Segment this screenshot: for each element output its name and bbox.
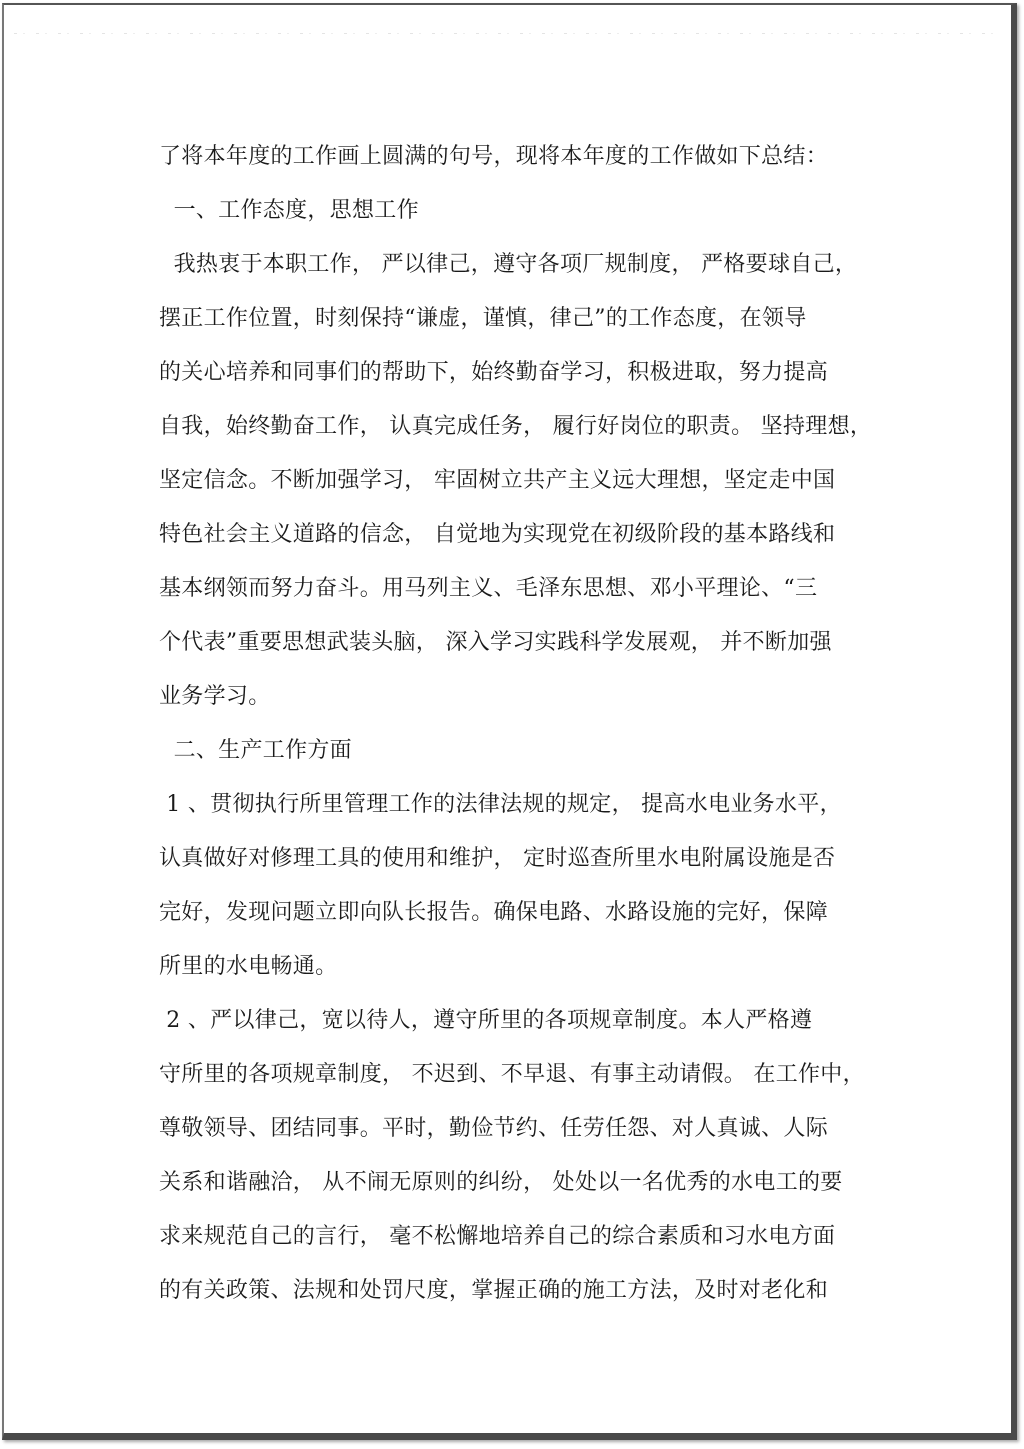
text-line: 1 、贯彻执行所里管理工作的法律法规的规定， 提高水电业务水平， — [159, 792, 842, 817]
text-line: 坚定信念。不断加强学习， 牢固树立共产主义远大理想，坚定走中国 — [159, 468, 836, 493]
text-line: 摆正工作位置，时刻保持“谦虚，谨慎，律己”的工作态度，在领导 — [159, 306, 807, 331]
text-line: 个代表”重要思想武装头脑， 深入学习实践科学发展观， 并不断加强 — [159, 630, 832, 655]
text-line: 守所里的各项规章制度， 不迟到、不早退、有事主动请假。 在工作中， — [159, 1062, 865, 1087]
section-heading: 二、生产工作方面 — [159, 738, 352, 763]
text-line: 的有关政策、法规和处罚尺度，掌握正确的施工方法，及时对老化和 — [159, 1278, 829, 1303]
section-heading: 一、工作态度，思想工作 — [159, 198, 419, 223]
document-page — [2, 3, 1017, 1440]
text-line: 认真做好对修理工具的使用和维护， 定时巡查所里水电附属设施是否 — [159, 846, 836, 871]
text-line: 所里的水电畅通。 — [159, 954, 338, 979]
text-line: 特色社会主义道路的信念， 自觉地为实现党在初级阶段的基本路线和 — [159, 522, 836, 547]
text-line: 完好，发现问题立即向队长报告。确保电路、水路设施的完好，保障 — [159, 900, 829, 925]
text-line: 自我，始终勤奋工作， 认真完成任务， 履行好岗位的职责。 坚持理想， — [159, 414, 873, 439]
text-line: 关系和谐融洽， 从不闹无原则的纠纷， 处处以一名优秀的水电工的要 — [159, 1170, 843, 1195]
text-line: 的关心培养和同事们的帮助下，始终勤奋学习，积极进取，努力提高 — [159, 360, 829, 385]
text-line: 求来规范自己的言行， 毫不松懈地培养自己的综合素质和习水电方面 — [159, 1224, 836, 1249]
text-line: 2 、严以律己，宽以待人，遵守所里的各项规章制度。本人严格遵 — [159, 1008, 813, 1033]
text-line: 了将本年度的工作画上圆满的句号，现将本年度的工作做如下总结： — [159, 144, 829, 169]
document-body — [4, 5, 1011, 1433]
text-line: 尊敬领导、团结同事。平时，勤俭节约、任劳任怨、对人真诚、人际 — [159, 1116, 829, 1141]
text-line: 我热衷于本职工作， 严以律己，遵守各项厂规制度， 严格要球自己， — [159, 252, 858, 277]
text-line: 业务学习。 — [159, 684, 271, 709]
text-line: 基本纲领而努力奋斗。用马列主义、毛泽东思想、邓小平理论、“三 — [159, 576, 818, 601]
